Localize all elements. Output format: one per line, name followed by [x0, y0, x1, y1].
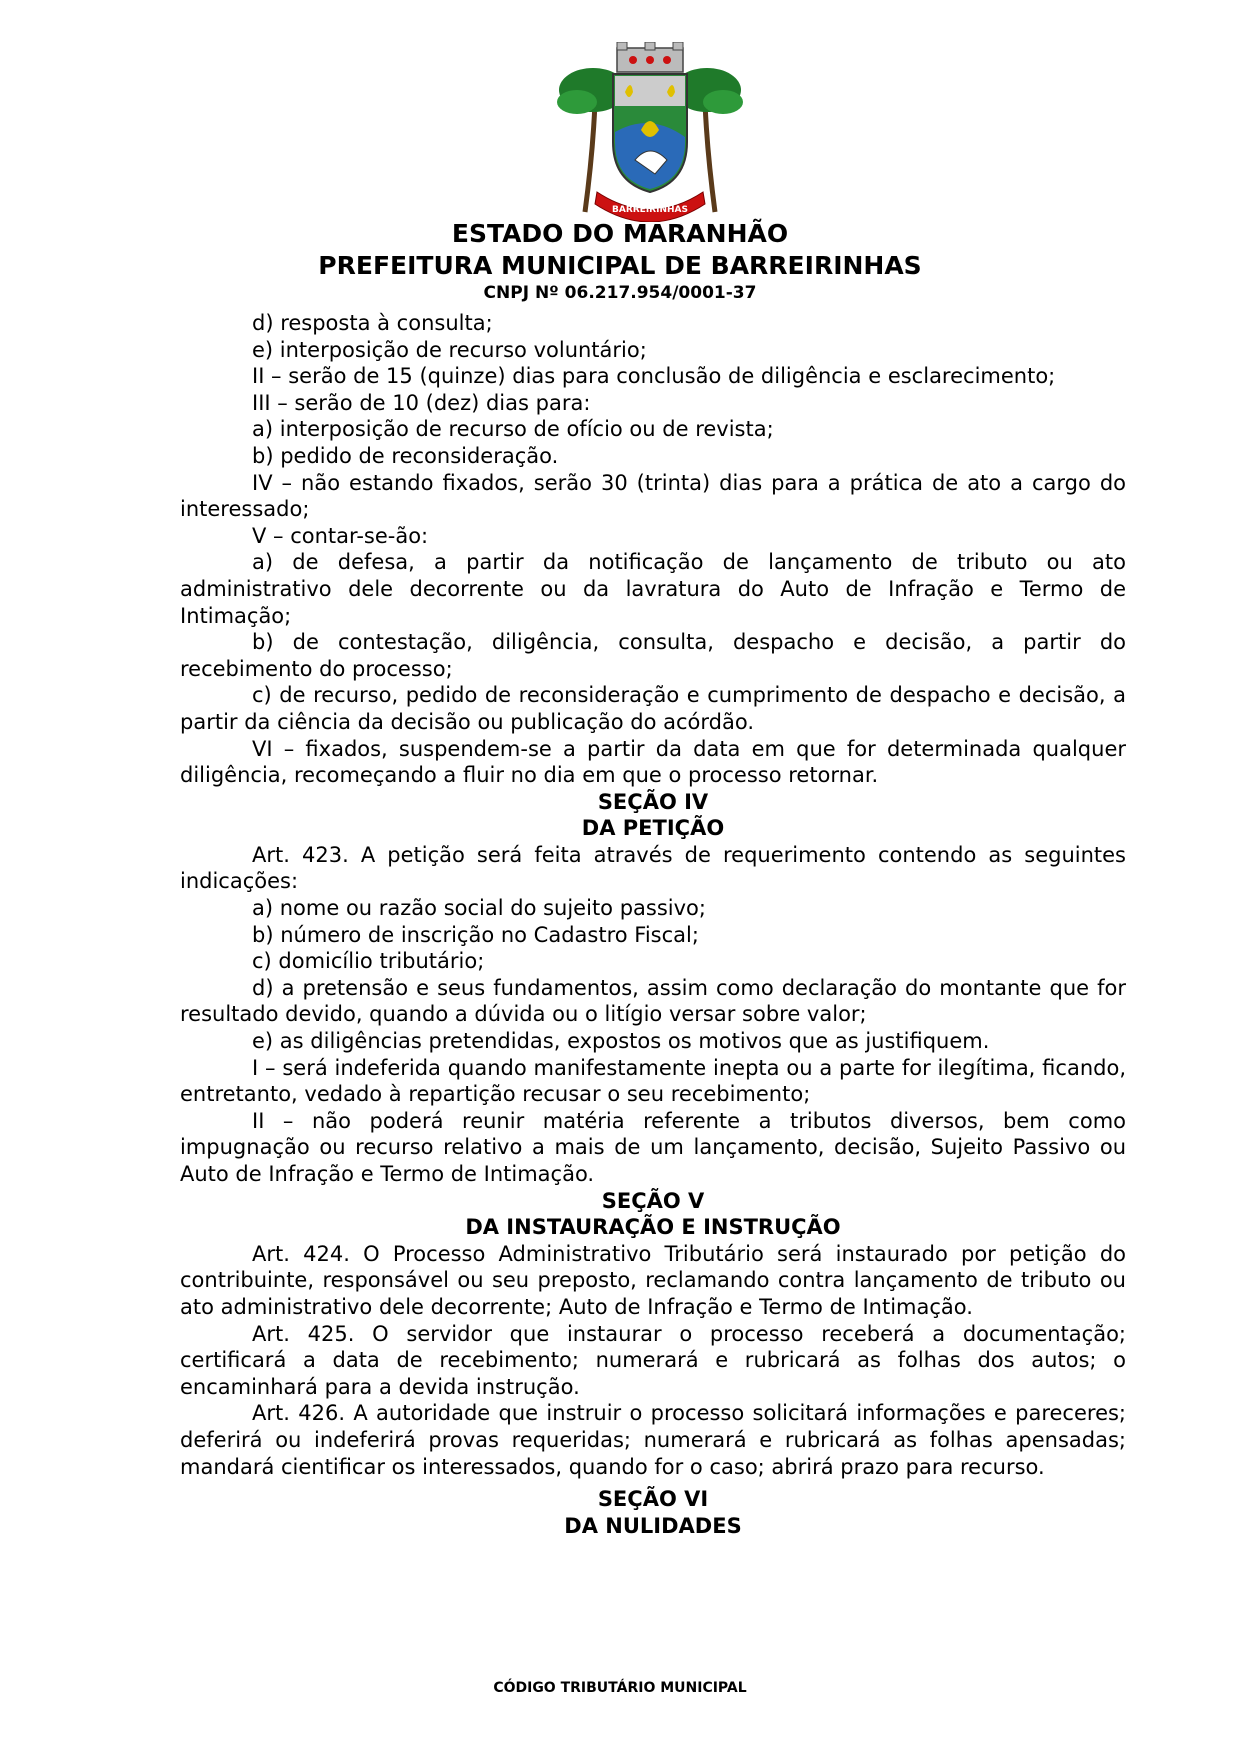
paragraph: c) domicílio tributário; — [252, 949, 485, 974]
paragraph: b) número de inscrição no Cadastro Fiscal; — [252, 922, 699, 947]
document-header — [0, 218, 1240, 304]
paragraph: V – contar-se-ão: — [252, 523, 429, 548]
cnpj-line: CNPJ Nº 06.217.954/0001-37 — [483, 283, 757, 303]
paragraph: II – não poderá reunir matéria referente a tributos diversos, bem como impugnação ou recurso relativo a mais de um lançamento, decisão, Sujeito Passivo ou Auto de Infração e Termo de Intimação. — [180, 1108, 1126, 1186]
section-title: DA PETIÇÃO — [581, 816, 725, 841]
section-heading: SEÇÃO IV — [597, 789, 709, 814]
coat-of-arms-icon — [555, 42, 745, 222]
article-paragraph: Art. 423. A petição será feita através de requerimento contendo as seguintes indicações: — [180, 842, 1126, 894]
state-title: ESTADO DO MARANHÃO — [451, 219, 789, 248]
paragraph: a) nome ou razão social do sujeito passivo; — [252, 896, 706, 921]
paragraph: VI – fixados, suspendem-se a partir da data em que for determinada qualquer diligência, recomeçando a fluir no dia em que o processo retornar. — [180, 736, 1126, 788]
article-paragraph: Art. 425. O servidor que instaurar o processo receberá a documentação; certificará a data de recebimento; numerará e rubricará as folhas dos autos; o encaminhará para a devida instrução. — [180, 1321, 1126, 1399]
paragraph: c) de recurso, pedido de reconsideração e cumprimento de despacho e decisão, a partir da ciência da decisão ou publicação do acórdão. — [180, 683, 1126, 734]
municipal-coat-of-arms — [555, 42, 745, 222]
section-heading: SEÇÃO V — [601, 1188, 705, 1213]
paragraph: e) as diligências pretendidas, expostos os motivos que as justifiquem. — [252, 1029, 990, 1054]
article-paragraph: Art. 424. O Processo Administrativo Tributário será instaurado por petição do contribuinte, responsável ou seu preposto, reclamando contra lançamento de tributo ou ato administrativo dele decorrente; Auto de Infração e Termo de Intimação. — [180, 1241, 1126, 1319]
paragraph: IV – não estando fixados, serão 30 (trinta) dias para a prática de ato a cargo do interessado; — [180, 470, 1126, 522]
paragraph: a) de defesa, a partir da notificação de lançamento de tributo ou ato administrativo dele decorrente ou da lavratura do Auto de Infração e Termo de Intimação; — [180, 550, 1126, 628]
section-title: DA INSTAURAÇÃO E INSTRUÇÃO — [465, 1215, 841, 1240]
section-title: DA NULIDADES — [564, 1513, 742, 1538]
paragraph: b) pedido de reconsideração. — [252, 443, 559, 468]
page-footer: CÓDIGO TRIBUTÁRIO MUNICIPAL — [493, 1680, 747, 1696]
paragraph: III – serão de 10 (dez) dias para: — [252, 390, 591, 415]
document-body — [180, 310, 1126, 1539]
paragraph: b) de contestação, diligência, consulta, despacho e decisão, a partir do recebimento do processo; — [180, 630, 1126, 681]
paragraph: d) a pretensão e seus fundamentos, assim como declaração do montante que for resultado devido, quando a dúvida ou o litígio versar sobre valor; — [180, 975, 1126, 1027]
article-paragraph: Art. 426. A autoridade que instruir o processo solicitará informações e pareceres; deferirá ou indeferirá provas requeridas; numerará e rubricará as folhas apensadas; mandará cientificar os interessados, quando for o caso; abrirá prazo para recurso. — [180, 1401, 1126, 1479]
municipality-title: PREFEITURA MUNICIPAL DE BARREIRINHAS — [318, 251, 922, 280]
paragraph: a) interposição de recurso de ofício ou de revista; — [252, 417, 774, 442]
paragraph: d) resposta à consulta; — [252, 311, 493, 335]
paragraph: I – será indeferida quando manifestamente inepta ou a parte for ilegítima, ficando, entretanto, vedado à repartição recusar o seu recebimento; — [180, 1055, 1126, 1107]
section-heading: SEÇÃO VI — [597, 1487, 709, 1512]
paragraph: e) interposição de recurso voluntário; — [252, 337, 647, 362]
seal-banner-text: BARREIRINHAS — [612, 205, 688, 215]
paragraph: II – serão de 15 (quinze) dias para conclusão de diligência e esclarecimento; — [252, 364, 1056, 389]
